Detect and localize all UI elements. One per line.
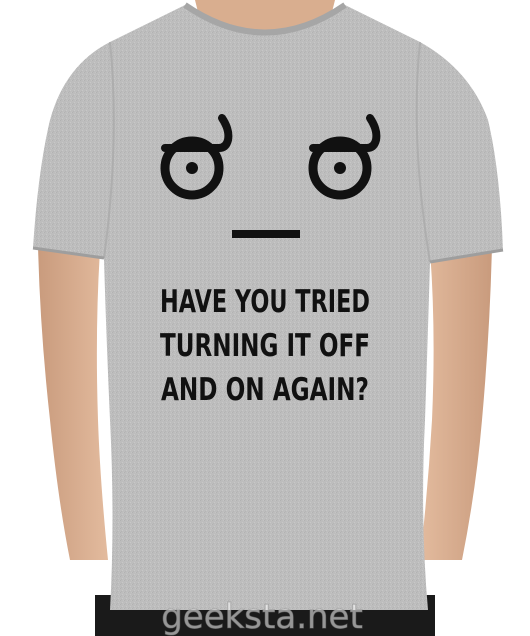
slogan-line-2: TURNING IT OFF [160, 328, 370, 364]
slogan-text [160, 284, 370, 408]
slogan-line-1: HAVE YOU TRIED [160, 284, 370, 320]
slogan-line-3: AND ON AGAIN? [161, 372, 369, 408]
mouth-line [232, 230, 300, 238]
right-arm [420, 245, 492, 560]
watermark: geeksta.net [161, 597, 363, 636]
left-arm [38, 245, 108, 560]
